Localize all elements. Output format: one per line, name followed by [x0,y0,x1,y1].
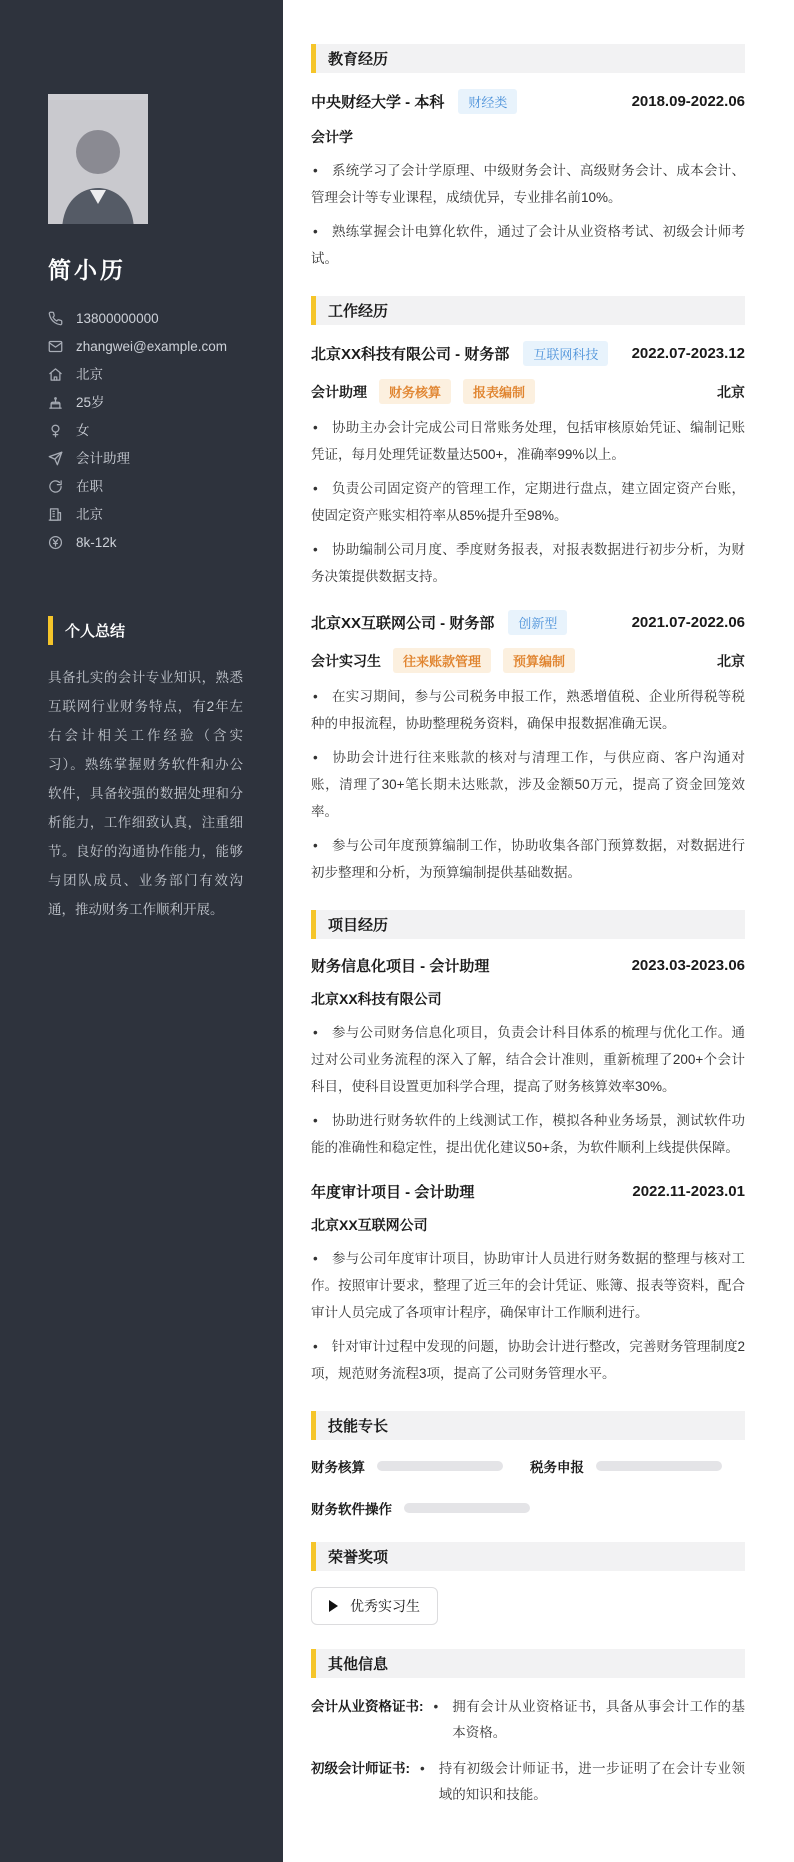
other-info-section [311,1649,745,1808]
bullet-item: • 在实习期间，参与公司税务申报工作，熟悉增值税、企业所得税等税种的申报流程，协助整理税务资料，确保申报数据准确无误。 [311,689,745,731]
salary-icon [48,535,63,550]
work-entry [311,610,745,886]
status-refresh-icon [48,479,63,494]
bullet-item: • 系统学习了会计学原理、中级财务会计、高级财务会计、成本会计、管理会计等专业课程，成绩优异，专业排名前10%。 [311,163,745,205]
building-icon [48,507,63,522]
skill-progress-track [404,1503,530,1513]
skill-item [311,1456,530,1476]
contact-status: 在职 [76,479,103,494]
bullet-item: • 负责公司固定资产的管理工作，定期进行盘点，建立固定资产台账，使固定资产账实相符率从85%提升至98%。 [311,481,745,523]
bullet-dot: • [433,1699,439,1714]
skill-progress-track [377,1461,503,1471]
skill-label: 税务申报 [530,1460,584,1475]
education-section [311,44,745,272]
project-entry [311,955,745,1161]
sidebar [0,0,283,1862]
contact-row-location [48,367,243,382]
summary-title: 个人总结 [65,623,126,640]
summary-header [48,616,243,645]
work-section [311,296,745,886]
role-name: 会计助理 [311,383,367,400]
bullet-dot: • [313,689,318,704]
gender-icon [48,423,63,438]
role-tag: 财务核算 [379,379,451,404]
contact-row-status [48,479,243,494]
skills-grid [311,1456,745,1518]
project-company: 北京XX互联网公司 [311,1217,428,1233]
other-info-item [311,1694,745,1746]
project-date: 2022.11-2023.01 [632,1183,745,1200]
contact-salary: 8k-12k [76,535,117,550]
summary-text: 具备扎实的会计专业知识，熟悉互联网行业财务特点，有2年左右会计相关工作经验（含实习）。熟练掌握财务软件和办公软件，具备较强的数据处理和分析能力，工作细致认真，注重细节。良好的沟通协作能力，能够与团队成员、业务部门有效沟通，推动财务工作顺利开展。 [48,670,243,917]
certificate-label: 会计从业资格证书: [311,1699,424,1714]
work-date: 2021.07-2022.06 [631,614,745,631]
bullet-dot: • [313,1025,318,1040]
bullet-dot: • [313,1339,318,1354]
bullet-item: • 协助进行财务软件的上线测试工作，模拟各种业务场景，测试软件功能的准确性和稳定性，提出优化建议50+条，为软件顺利上线提供保障。 [311,1113,745,1155]
certificate-text: 持有初级会计师证书，进一步证明了在会计专业领域的知识和技能。 [438,1761,745,1802]
contact-row-intention [48,451,243,466]
project-entry [311,1181,745,1387]
project-date: 2023.03-2023.06 [631,957,745,974]
company-tag: 创新型 [508,610,567,635]
skill-label: 财务核算 [311,1460,365,1475]
age-icon [48,395,63,410]
honors-section [311,1542,745,1625]
contact-row-salary [48,535,243,550]
skill-label: 财务软件操作 [311,1502,392,1517]
paper-plane-icon [48,451,63,466]
other-info-item [311,1756,745,1808]
section-title: 荣誉奖项 [328,1549,389,1566]
bullet-item: • 参与公司年度预算编制工作，协助收集各部门预算数据，对数据进行初步整理和分析，为预算编制提供基础数据。 [311,838,745,880]
contact-city: 北京 [76,507,103,522]
contact-age: 25岁 [76,395,105,410]
profile-photo [48,94,148,224]
bullet-dot: • [420,1761,425,1776]
section-title: 技能专长 [328,1418,389,1435]
bullet-dot: • [313,481,318,496]
section-header-skills [311,1411,745,1440]
work-date: 2022.07-2023.12 [631,345,745,362]
school-tag: 财经类 [458,89,517,114]
contact-email: zhangwei@example.com [76,339,228,354]
section-title: 其他信息 [328,1656,389,1673]
project-name: 年度审计项目 - 会计助理 [311,1184,475,1201]
contact-row-email [48,339,243,354]
company-name: 北京XX科技有限公司 - 财务部 [311,346,510,363]
bullet-dot: • [313,420,318,435]
major-name: 会计学 [311,129,353,145]
section-header-projects [311,910,745,939]
resume-main [283,0,794,1862]
bullet-dot: • [313,224,318,239]
section-title: 项目经历 [328,917,389,934]
section-header-work [311,296,745,325]
skills-section [311,1411,745,1518]
school-name: 中央财经大学 - 本科 [311,94,445,111]
contact-row-phone [48,311,243,326]
bullet-item: • 针对审计过程中发现的问题，协助会计进行整改，完善财务管理制度2项，规范财务流程3项，提高了公司财务管理水平。 [311,1339,745,1381]
skill-item [530,1456,745,1476]
bullet-item: • 参与公司财务信息化项目，负责会计科目体系的梳理与优化工作。通过对公司业务流程的深入了解，结合会计准则，重新梳理了200+个会计科目，使科目设置更加科学合理，提高了财务核算效率30%。 [311,1025,745,1094]
role-tag: 报表编制 [463,379,535,404]
honor-badge-button[interactable] [311,1587,438,1625]
home-icon [48,367,63,382]
bullet-dot: • [313,163,318,178]
project-company: 北京XX科技有限公司 [311,991,442,1007]
contact-location: 北京 [76,367,103,382]
work-location: 北京 [717,383,745,400]
person-silhouette-icon [48,100,148,224]
education-entry [311,89,745,272]
contact-list [48,311,243,550]
contact-row-city [48,507,243,522]
section-header-other [311,1649,745,1678]
skill-item [311,1498,530,1518]
projects-section [311,910,745,1387]
bullet-item: • 协助编制公司月度、季度财务报表，对报表数据进行初步分析，为财务决策提供数据支持。 [311,542,745,584]
bullet-dot: • [313,542,318,557]
contact-intention: 会计助理 [76,451,130,466]
company-tag: 互联网科技 [523,341,608,366]
email-icon [48,339,63,354]
bullet-dot: • [313,838,318,853]
phone-icon [48,311,63,326]
contact-phone: 13800000000 [76,311,159,326]
contact-row-age [48,395,243,410]
role-tag: 预算编制 [503,648,575,673]
bullet-item: • 协助会计进行往来账款的核对与清理工作，与供应商、客户沟通对账，清理了30+笔长期未达账款，涉及金额50万元，提高了资金回笼效率。 [311,750,745,819]
contact-row-gender [48,423,243,438]
work-location: 北京 [717,652,745,669]
company-name: 北京XX互联网公司 - 财务部 [311,615,495,632]
work-entry [311,341,745,590]
bullet-item: • 参与公司年度审计项目，协助审计人员进行财务数据的整理与核对工作。按照审计要求，整理了近三年的会计凭证、账簿、报表等资料，配合审计人员完成了各项审计程序，确保审计工作顺利进行。 [311,1251,745,1320]
project-name: 财务信息化项目 - 会计助理 [311,958,490,975]
bullet-item: • 协助主办会计完成公司日常账务处理，包括审核原始凭证、编制记账凭证，每月处理凭证数量达500+，准确率99%以上。 [311,420,745,462]
role-tag: 往来账款管理 [393,648,491,673]
section-title: 工作经历 [328,303,389,320]
certificate-text: 拥有会计从业资格证书，具备从事会计工作的基本资格。 [452,1699,745,1740]
play-icon [329,1600,338,1612]
bullet-item: • 熟练掌握会计电算化软件，通过了会计从业资格考试、初级会计师考试。 [311,224,745,266]
personal-summary-section [48,616,243,924]
bullet-dot: • [313,1251,318,1266]
certificate-label: 初级会计师证书: [311,1761,410,1776]
section-header-honors [311,1542,745,1571]
role-name: 会计实习生 [311,652,381,669]
person-name: 简小历 [48,257,126,283]
bullet-dot: • [313,750,318,765]
contact-gender: 女 [76,423,90,438]
education-date: 2018.09-2022.06 [631,93,745,110]
skill-progress-track [596,1461,722,1471]
section-header-education [311,44,745,73]
bullet-dot: • [313,1113,318,1128]
section-title: 教育经历 [328,51,389,68]
honor-label: 优秀实习生 [350,1598,420,1614]
